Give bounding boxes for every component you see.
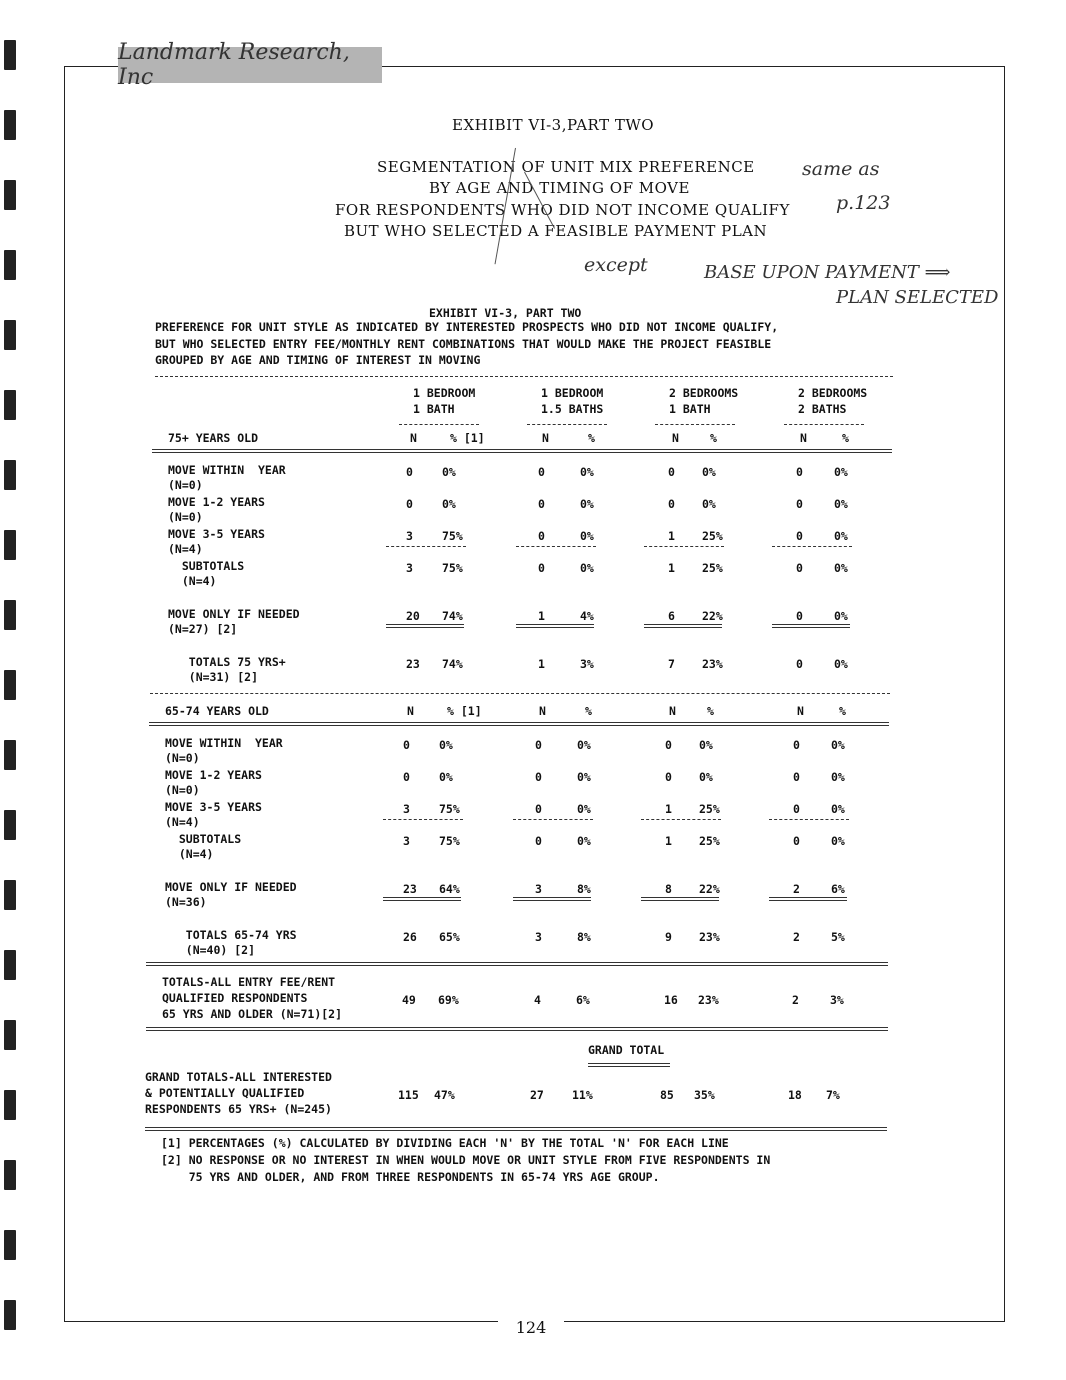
table-cell: 0% (834, 657, 848, 671)
total-rule (641, 897, 719, 901)
totals-double-rule (146, 1027, 888, 1031)
table-cell: 0 (406, 465, 413, 479)
table-cell: 22% (702, 609, 723, 623)
table-cell: 3 (406, 529, 413, 543)
binding-hole (4, 1090, 16, 1120)
table-cell: 3 (535, 930, 542, 944)
table-cell: 4% (580, 609, 594, 623)
binding-hole (4, 1020, 16, 1050)
table-cell: 0 (403, 770, 410, 784)
row-label: MOVE WITHIN YEAR (168, 463, 286, 477)
table-cell: 23% (698, 993, 719, 1007)
table-description-line: BUT WHO SELECTED ENTRY FEE/MONTHLY RENT COMBINATIONS THAT WOULD MAKE THE PROJECT FEASIBLE (155, 337, 772, 351)
table-cell: 8% (577, 930, 591, 944)
grand-totals-label: RESPONDENTS 65 YRS+ (N=245) (145, 1102, 332, 1116)
row-label: TOTALS 75 YRS+ (168, 655, 286, 669)
handwritten-note-same-as: same as (802, 158, 880, 180)
table-cell: 18 (788, 1088, 802, 1102)
column-header-underline (399, 424, 479, 425)
table-cell: 6 (668, 609, 675, 623)
row-label: SUBTOTALS (168, 559, 245, 573)
row-label: MOVE 1-2 YEARS (168, 495, 265, 509)
subtitle-line-2: BY AGE AND TIMING OF MOVE (429, 179, 690, 197)
table-cell: 75% (439, 834, 460, 848)
binding-hole (4, 390, 16, 420)
table-cell: 0% (831, 834, 845, 848)
row-label: MOVE WITHIN YEAR (165, 736, 283, 750)
table-cell: 0 (403, 738, 410, 752)
column-subheader: % [1] (447, 704, 482, 718)
handwritten-note-plan-selected: PLAN SELECTED (836, 287, 999, 308)
table-cell: 0% (577, 738, 591, 752)
table-cell: 22% (699, 882, 720, 896)
row-label: MOVE ONLY IF NEEDED (168, 607, 300, 621)
column-subheader: % (585, 704, 592, 718)
row-label: (N=4) (165, 815, 200, 829)
table-cell: 3% (580, 657, 594, 671)
table-cell: 11% (572, 1088, 593, 1102)
column-header: 1.5 BATHS (541, 402, 604, 416)
column-header: 1 BEDROOM (541, 386, 604, 400)
page-number: 124 (515, 1318, 547, 1337)
totals-label: QUALIFIED RESPONDENTS (162, 991, 308, 1005)
grand-totals-label: & POTENTIALLY QUALIFIED (145, 1086, 305, 1100)
binding-hole (4, 670, 16, 700)
table-cell: 1 (668, 529, 675, 543)
table-cell: 0% (580, 561, 594, 575)
table-cell: 0 (538, 465, 545, 479)
subtotal-rule (513, 819, 593, 820)
column-header: 2 BEDROOMS (798, 386, 868, 400)
table-cell: 0 (793, 738, 800, 752)
table-cell: 2 (792, 993, 799, 1007)
table-cell: 23 (406, 657, 420, 671)
table-cell: 23 (403, 882, 417, 896)
table-cell: 0 (535, 834, 542, 848)
table-cell: 27 (530, 1088, 544, 1102)
table-cell: 0% (580, 465, 594, 479)
table-cell: 0% (442, 497, 456, 511)
column-subheader: % [1] (450, 431, 485, 445)
table-cell: 0% (831, 802, 845, 816)
column-header: 1 BATH (669, 402, 711, 416)
table-cell: 0 (796, 657, 803, 671)
table-cell: 0 (668, 497, 675, 511)
table-top-rule (155, 376, 893, 377)
column-header-underline (527, 424, 607, 425)
table-cell: 25% (702, 529, 723, 543)
table-cell: 3 (535, 882, 542, 896)
table-cell: 0 (668, 465, 675, 479)
table-cell: 35% (694, 1088, 715, 1102)
table-cell: 0% (577, 802, 591, 816)
column-header: 2 BEDROOMS (669, 386, 739, 400)
total-rule (386, 624, 464, 628)
binding-hole (4, 250, 16, 280)
table-cell: 0 (793, 834, 800, 848)
table-cell: 0 (538, 529, 545, 543)
table-cell: 6% (576, 993, 590, 1007)
table-cell: 85 (660, 1088, 674, 1102)
table-cell: 8 (665, 882, 672, 896)
table-cell: 2 (793, 930, 800, 944)
table-cell: 25% (699, 802, 720, 816)
table-cell: 47% (434, 1088, 455, 1102)
footnote: [1] PERCENTAGES (%) CALCULATED BY DIVIDING EACH 'N' BY THE TOTAL 'N' FOR EACH LINE (161, 1136, 729, 1150)
binding-hole (4, 460, 16, 490)
frame-left-rule (64, 66, 65, 1322)
table-cell: 115 (398, 1088, 419, 1102)
company-logo: Landmark Research, Inc (118, 47, 382, 83)
column-subheader: % (710, 431, 717, 445)
table-cell: 0 (793, 770, 800, 784)
handwritten-note-page-ref: p.123 (836, 192, 891, 214)
table-cell: 5% (831, 930, 845, 944)
totals-label: 65 YRS AND OLDER (N=71)[2] (162, 1007, 343, 1021)
row-label: MOVE 1-2 YEARS (165, 768, 262, 782)
column-subheader: % (842, 431, 849, 445)
footnote: [2] NO RESPONSE OR NO INTEREST IN WHEN WOULD MOVE OR UNIT STYLE FROM FIVE RESPONDENTS IN (161, 1153, 771, 1167)
table-cell: 0% (834, 497, 848, 511)
table-cell: 74% (442, 657, 463, 671)
table-cell: 0 (796, 561, 803, 575)
subtotal-rule (383, 819, 463, 820)
table-cell: 3 (403, 802, 410, 816)
table-cell: 0% (831, 738, 845, 752)
column-subheader: N (407, 704, 414, 718)
table-cell: 0 (535, 770, 542, 784)
table-cell: 0 (535, 738, 542, 752)
row-label: (N=0) (168, 478, 203, 492)
table-cell: 3 (403, 834, 410, 848)
table-cell: 0 (796, 609, 803, 623)
column-subheader: N (542, 431, 549, 445)
table-cell: 0% (699, 738, 713, 752)
table-cell: 0% (442, 465, 456, 479)
column-subheader: N (410, 431, 417, 445)
table-cell: 16 (664, 993, 678, 1007)
row-label: (N=40) [2] (165, 943, 256, 957)
grand-totals-label: GRAND TOTALS-ALL INTERESTED (145, 1070, 332, 1084)
column-subheader: % (839, 704, 846, 718)
row-label: TOTALS 65-74 YRS (165, 928, 297, 942)
column-subheader: N (669, 704, 676, 718)
column-subheader: N (800, 431, 807, 445)
column-subheader: N (797, 704, 804, 718)
row-label: (N=0) (165, 783, 200, 797)
table-cell: 0 (538, 561, 545, 575)
table-cell: 3% (830, 993, 844, 1007)
table-cell: 0 (796, 465, 803, 479)
table-cell: 0% (831, 770, 845, 784)
table-cell: 0 (535, 802, 542, 816)
table-cell: 23% (702, 657, 723, 671)
section-double-rule (152, 449, 892, 453)
handwritten-note-base-upon: BASE UPON PAYMENT ⟹ (704, 262, 951, 283)
subtitle-line-4: BUT WHO SELECTED A FEASIBLE PAYMENT PLAN (344, 222, 768, 240)
subtotal-rule (772, 546, 852, 547)
table-cell: 0 (538, 497, 545, 511)
table-cell: 0% (699, 770, 713, 784)
table-cell: 0 (793, 802, 800, 816)
table-cell: 0% (577, 834, 591, 848)
row-label: MOVE 3-5 YEARS (165, 800, 262, 814)
table-cell: 69% (438, 993, 459, 1007)
binding-hole (4, 880, 16, 910)
section-separator-rule (150, 693, 890, 694)
table-cell: 7% (826, 1088, 840, 1102)
table-cell: 0% (702, 465, 716, 479)
totals-label: TOTALS-ALL ENTRY FEE/RENT (162, 975, 336, 989)
row-label: (N=0) (168, 510, 203, 524)
grand-total-underline (588, 1063, 670, 1067)
table-cell: 1 (665, 834, 672, 848)
table-cell: 1 (668, 561, 675, 575)
table-cell: 25% (702, 561, 723, 575)
column-subheader: N (539, 704, 546, 718)
table-cell: 0 (665, 770, 672, 784)
table-cell: 3 (406, 561, 413, 575)
column-subheader: N (672, 431, 679, 445)
binding-hole (4, 40, 16, 70)
row-label: (N=4) (168, 542, 203, 556)
table-cell: 49 (402, 993, 416, 1007)
subtitle-line-1: SEGMENTATION OF UNIT MIX PREFERENCE (377, 158, 755, 176)
column-header-underline (784, 424, 864, 425)
row-label: (N=36) (165, 895, 207, 909)
table-cell: 0% (834, 465, 848, 479)
binding-hole (4, 950, 16, 980)
binding-hole (4, 1300, 16, 1330)
total-rule (769, 897, 847, 901)
row-label: (N=31) [2] (168, 670, 259, 684)
row-label: SUBTOTALS (165, 832, 242, 846)
section-double-rule (149, 722, 889, 726)
row-label: (N=27) [2] (168, 622, 238, 636)
totals-double-rule (146, 962, 888, 966)
footnote: 75 YRS AND OLDER, AND FROM THREE RESPONDENTS IN 65-74 YRS AGE GROUP. (161, 1170, 660, 1184)
binding-hole (4, 1230, 16, 1260)
total-rule (644, 624, 722, 628)
column-header: 2 BATHS (798, 402, 847, 416)
table-cell: 0 (665, 738, 672, 752)
table-cell: 7 (668, 657, 675, 671)
exhibit-title: EXHIBIT VI-3,PART TWO (452, 116, 655, 134)
table-cell: 0% (834, 561, 848, 575)
table-cell: 0% (439, 738, 453, 752)
grand-total-heading: GRAND TOTAL (588, 1043, 665, 1057)
table-description-line: GROUPED BY AGE AND TIMING OF INTEREST IN MOVING (155, 353, 481, 367)
row-label: MOVE 3-5 YEARS (168, 527, 265, 541)
table-cell: 0% (834, 609, 848, 623)
table-cell: 6% (831, 882, 845, 896)
row-label: (N=4) (165, 847, 214, 861)
table-cell: 26 (403, 930, 417, 944)
table-cell: 0% (702, 497, 716, 511)
subtotal-rule (516, 546, 596, 547)
binding-hole (4, 110, 16, 140)
table-cell: 0% (439, 770, 453, 784)
table-cell: 2 (793, 882, 800, 896)
table-cell: 0% (580, 529, 594, 543)
table-cell: 23% (699, 930, 720, 944)
column-header: 1 BEDROOM (413, 386, 476, 400)
total-rule (383, 897, 461, 901)
row-label: (N=4) (168, 574, 217, 588)
table-cell: 0 (796, 497, 803, 511)
table-title: EXHIBIT VI-3, PART TWO (429, 306, 582, 320)
table-cell: 0 (406, 497, 413, 511)
table-cell: 0 (796, 529, 803, 543)
subtotal-rule (641, 819, 721, 820)
column-subheader: % (588, 431, 595, 445)
table-cell: 1 (538, 609, 545, 623)
subtotal-rule (644, 546, 724, 547)
section-label: 65-74 YEARS OLD (165, 704, 269, 718)
column-header: 1 BATH (413, 402, 455, 416)
binding-hole (4, 1160, 16, 1190)
binding-hole (4, 320, 16, 350)
column-subheader: % (707, 704, 714, 718)
total-rule (513, 897, 591, 901)
table-cell: 20 (406, 609, 420, 623)
table-cell: 75% (442, 529, 463, 543)
handwritten-note-except: except (584, 254, 648, 276)
total-rule (772, 624, 850, 628)
binding-hole (4, 740, 16, 770)
subtotal-rule (386, 546, 466, 547)
row-label: MOVE ONLY IF NEEDED (165, 880, 297, 894)
binding-hole (4, 180, 16, 210)
subtitle-line-3: FOR RESPONDENTS WHO DID NOT INCOME QUALIFY (335, 201, 790, 219)
table-cell: 0% (580, 497, 594, 511)
column-header-underline (655, 424, 735, 425)
binding-hole (4, 810, 16, 840)
table-cell: 8% (577, 882, 591, 896)
binding-hole (4, 530, 16, 560)
subtotal-rule (769, 819, 849, 820)
table-cell: 64% (439, 882, 460, 896)
table-cell: 1 (538, 657, 545, 671)
table-cell: 0% (577, 770, 591, 784)
table-cell: 75% (439, 802, 460, 816)
row-label: (N=0) (165, 751, 200, 765)
table-cell: 9 (665, 930, 672, 944)
section-label: 75+ YEARS OLD (168, 431, 259, 445)
total-rule (516, 624, 594, 628)
grand-totals-double-rule (145, 1127, 887, 1131)
table-cell: 75% (442, 561, 463, 575)
binding-hole (4, 600, 16, 630)
table-cell: 4 (534, 993, 541, 1007)
table-description-line: PREFERENCE FOR UNIT STYLE AS INDICATED BY INTERESTED PROSPECTS WHO DID NOT INCOME QUALIFY, (155, 320, 779, 334)
table-cell: 0% (834, 529, 848, 543)
table-cell: 1 (665, 802, 672, 816)
table-cell: 65% (439, 930, 460, 944)
frame-right-rule (1004, 66, 1005, 1322)
table-cell: 74% (442, 609, 463, 623)
table-cell: 25% (699, 834, 720, 848)
